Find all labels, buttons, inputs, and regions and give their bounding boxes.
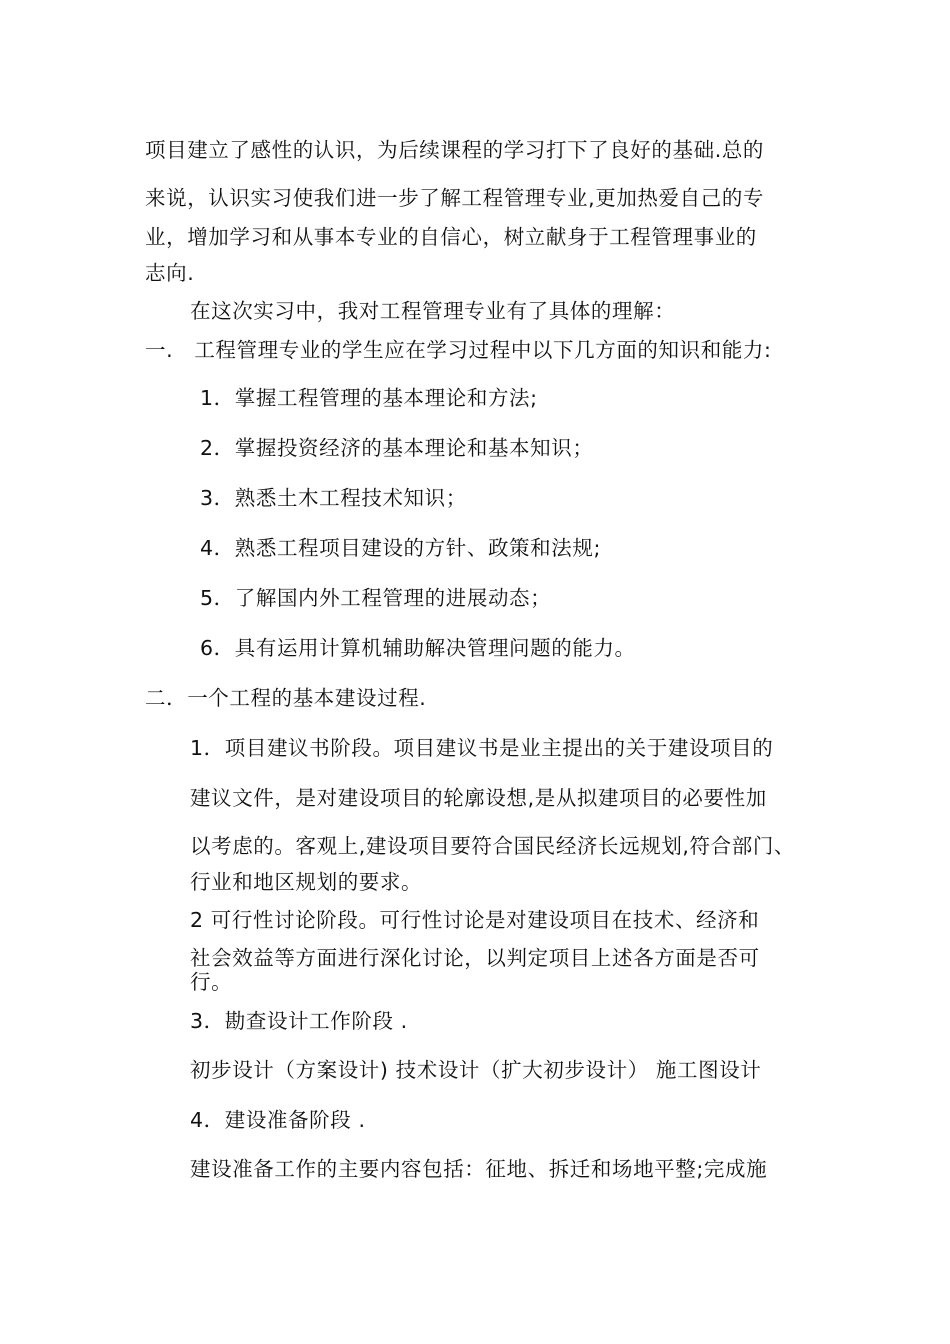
text-line: 来说，认识实习使我们进一步了解工程管理专业,更加热爱自己的专 bbox=[145, 186, 765, 210]
text-line: 建议文件，是对建设项目的轮廓设想,是从拟建项目的必要性加 bbox=[190, 786, 767, 810]
list-item: 4．熟悉工程项目建设的方针、政策和法规; bbox=[200, 536, 601, 560]
list-item: 3．熟悉土木工程技术知识； bbox=[200, 486, 467, 510]
text-line: 4．建设准备阶段 . bbox=[190, 1108, 366, 1132]
text-line: 项目建立了感性的认识，为后续课程的学习打下了良好的基础.总的 bbox=[145, 138, 765, 162]
section-heading: 二．一个工程的基本建设过程. bbox=[145, 686, 427, 710]
section-heading: 一. 工程管理专业的学生应在学习过程中以下几方面的知识和能力: bbox=[145, 338, 772, 362]
text-line: 初步设计（方案设计) 技术设计（扩大初步设计） 施工图设计 bbox=[190, 1058, 762, 1082]
text-line: 3．勘查设计工作阶段 . bbox=[190, 1009, 408, 1033]
text-line: 行。 bbox=[190, 970, 233, 994]
list-item: 5．了解国内外工程管理的进展动态； bbox=[200, 586, 552, 610]
list-item: 6．具有运用计算机辅助解决管理问题的能力。 bbox=[200, 636, 636, 660]
list-item: 2．掌握投资经济的基本理论和基本知识； bbox=[200, 436, 594, 460]
text-line: 业，增加学习和从事本专业的自信心，树立献身于工程管理事业的 bbox=[145, 225, 757, 249]
text-line: 行业和地区规划的要求。 bbox=[190, 870, 423, 894]
text-line: 在这次实习中，我对工程管理专业有了具体的理解： bbox=[190, 299, 676, 323]
list-item: 1．掌握工程管理的基本理论和方法; bbox=[200, 386, 538, 410]
text-line: 2 可行性讨论阶段。可行性讨论是对建设项目在技术、经济和 bbox=[190, 908, 760, 932]
text-line: 以考虑的。客观上,建设项目要符合国民经济长远规划,符合部门、 bbox=[190, 834, 796, 858]
text-line: 1．项目建议书阶段。项目建议书是业主提出的关于建设项目的 bbox=[190, 736, 774, 760]
text-line: 社会效益等方面进行深化讨论，以判定项目上述各方面是否可 bbox=[190, 946, 760, 970]
text-line: 建设准备工作的主要内容包括：征地、拆迁和场地平整;完成施 bbox=[190, 1157, 768, 1181]
text-line: 志向. bbox=[145, 261, 195, 285]
